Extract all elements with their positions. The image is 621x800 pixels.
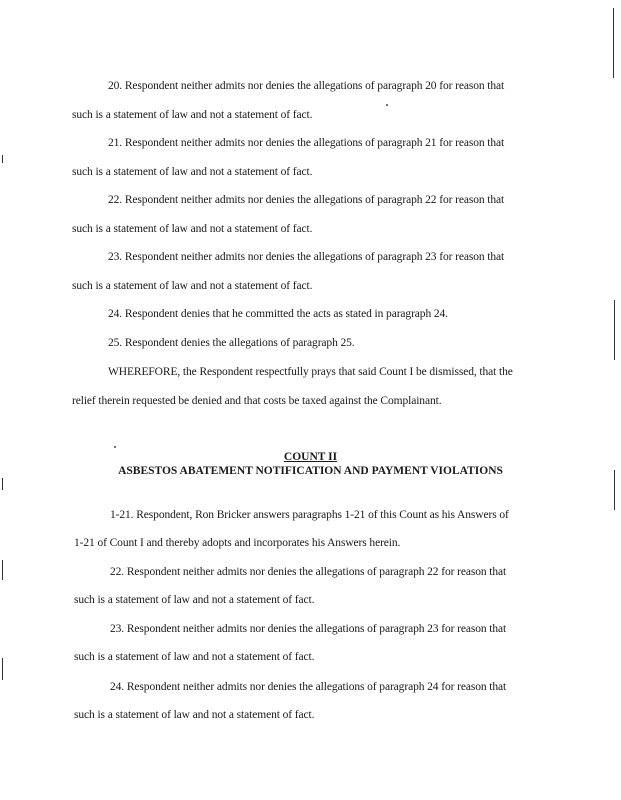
count2-subheading: ASBESTOS ABATEMENT NOTIFICATION AND PAYMENT VIOLATIONS [118,465,503,477]
para-21-line1: 21. Respondent neither admits nor denies the allegations of paragraph 21 for reason that [108,137,505,149]
para-22-line1: 22. Respondent neither admits nor denies the allegations of paragraph 22 for reason that [108,194,505,206]
count2-para-24-line2: such is a statement of law and not a statement of fact. [74,709,315,721]
count2-intro-line1: 1-21. Respondent, Ron Bricker answers paragraphs 1-21 of this Count as his Answers of [110,509,509,521]
para-23-line2: such is a statement of law and not a statement of fact. [72,280,313,292]
para-24: 24. Respondent denies that he committed the acts as stated in paragraph 24. [108,308,448,320]
scan-edge-mark [614,470,615,510]
scan-edge-mark [2,478,3,490]
count2-para-24-line1: 24. Respondent neither admits nor denies the allegations of paragraph 24 for reason that [110,681,507,693]
count2-para-22-line1: 22. Respondent neither admits nor denies the allegations of paragraph 22 for reason that [110,566,507,578]
para-20-line2: such is a statement of law and not a statement of fact. [72,109,313,121]
scan-speck [114,446,116,448]
scan-edge-mark [2,155,3,163]
scan-edge-mark [613,8,614,78]
count2-para-22-line2: such is a statement of law and not a statement of fact. [74,594,315,606]
count2-intro-line2: 1-21 of Count I and thereby adopts and incorporates his Answers herein. [74,537,401,549]
scan-edge-mark [614,300,615,360]
scan-edge-mark [2,560,3,580]
count2-heading: COUNT II [283,451,338,463]
count2-para-23-line1: 23. Respondent neither admits nor denies the allegations of paragraph 23 for reason that [110,623,507,635]
count2-para-23-line2: such is a statement of law and not a statement of fact. [74,651,315,663]
para-20-line1: 20. Respondent neither admits nor denies the allegations of paragraph 20 for reason that [108,80,505,92]
scan-edge-mark [2,658,3,680]
wherefore-line1: WHEREFORE, the Respondent respectfully prays that said Count I be dismissed, that the [108,366,513,378]
scan-speck [386,104,388,106]
para-25: 25. Respondent denies the allegations of paragraph 25. [108,337,355,349]
para-21-line2: such is a statement of law and not a statement of fact. [72,166,313,178]
wherefore-line2: relief therein requested be denied and that costs be taxed against the Complainant. [72,395,442,407]
para-22-line2: such is a statement of law and not a statement of fact. [72,223,313,235]
para-23-line1: 23. Respondent neither admits nor denies the allegations of paragraph 23 for reason that [108,251,505,263]
